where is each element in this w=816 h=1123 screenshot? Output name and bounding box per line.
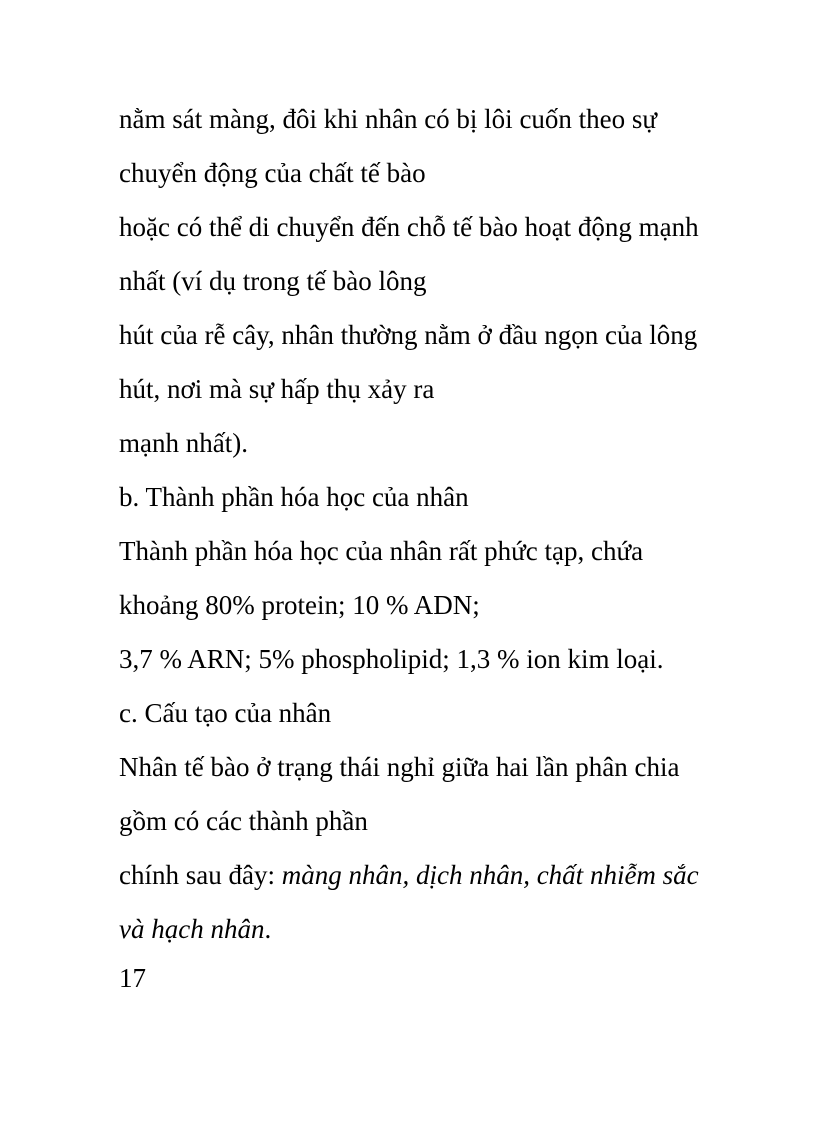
text-segment: chính sau đây: <box>119 860 282 890</box>
text-line-mixed <box>119 909 759 958</box>
text-line: nằm sát màng, đôi khi nhân có bị lôi cuốn theo sự <box>119 104 658 134</box>
text-line: chuyển động của chất tế bào <box>119 158 426 188</box>
document-page <box>119 99 759 1012</box>
text-line: Thành phần hóa học của nhân rất phức tạp, chứa <box>119 536 644 566</box>
italic-terms: màng nhân, dịch nhân, chất nhiễm sắc <box>281 860 699 890</box>
text-line: hút của rễ cây, nhân thường nằm ở đầu ngọn của lông <box>119 320 698 350</box>
section-heading-c: c. Cấu tạo của nhân <box>119 698 332 728</box>
text-line: Nhân tế bào ở trạng thái nghỉ giữa hai lần phân chia <box>119 752 680 782</box>
text-line: hút, nơi mà sự hấp thụ xảy ra <box>119 374 435 404</box>
text-segment: . <box>264 914 272 944</box>
text-line-mixed <box>119 855 759 909</box>
page-number: 17 <box>119 963 146 993</box>
text-line: hoặc có thể di chuyển đến chỗ tế bào hoạt động mạnh <box>119 212 699 242</box>
text-line: khoảng 80% protein; 10 % ADN; <box>119 590 480 620</box>
section-heading-b: b. Thành phần hóa học của nhân <box>119 482 469 512</box>
text-line: nhất (ví dụ trong tế bào lông <box>119 266 427 296</box>
text-line: gồm có các thành phần <box>119 806 368 836</box>
text-line: mạnh nhất). <box>119 428 248 458</box>
text-line: 3,7 % ARN; 5% phospholipid; 1,3 % ion kim loại. <box>119 644 664 674</box>
italic-terms: và hạch nhân <box>119 914 265 944</box>
